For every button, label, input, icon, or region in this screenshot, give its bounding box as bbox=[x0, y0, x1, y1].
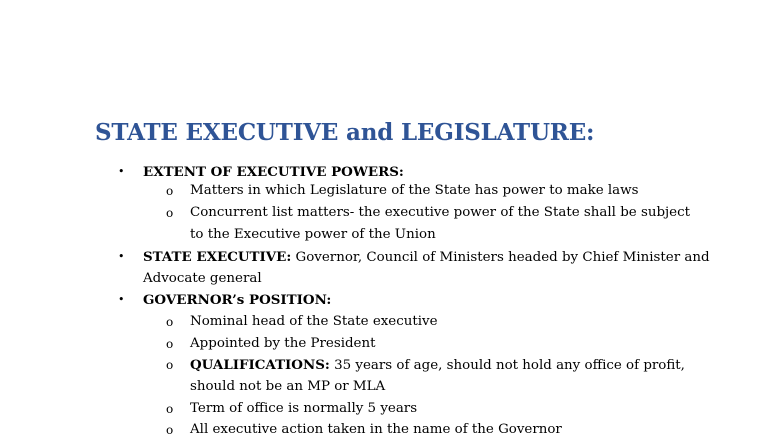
list-item: Matters in which Legislature of the State has power to make laws bbox=[190, 183, 639, 198]
list-item: Concurrent list matters- the executive power of the State shall be subject bbox=[190, 205, 690, 220]
list-item: Appointed by the President bbox=[190, 336, 376, 351]
section-heading-governor-position: GOVERNOR’s POSITION: bbox=[143, 292, 332, 308]
list-item-continuation: to the Executive power of the Union bbox=[190, 227, 436, 242]
section-state-executive bbox=[143, 248, 710, 267]
section-continuation: Advocate general bbox=[143, 271, 262, 286]
bullet-icon: • bbox=[118, 293, 125, 306]
qualifications-text: 35 years of age, should not hold any office of profit, bbox=[329, 358, 685, 373]
page-title: STATE EXECUTIVE and LEGISLATURE: bbox=[95, 119, 595, 146]
section-heading-state-executive: STATE EXECUTIVE: bbox=[143, 249, 292, 265]
sub-bullet-icon: o bbox=[166, 358, 174, 372]
sub-bullet-icon: o bbox=[166, 315, 174, 329]
sub-bullet-icon: o bbox=[166, 402, 174, 416]
section-text: Governor, Council of Ministers headed by Chief Minister and bbox=[291, 250, 710, 265]
list-item: Nominal head of the State executive bbox=[190, 314, 438, 329]
list-item-qualifications bbox=[190, 356, 685, 375]
qualifications-label: QUALIFICATIONS: bbox=[190, 357, 330, 373]
list-item: All executive action taken in the name of the Governor bbox=[190, 422, 562, 437]
sub-bullet-icon: o bbox=[166, 206, 174, 220]
sub-bullet-icon: o bbox=[166, 423, 174, 437]
list-item: Term of office is normally 5 years bbox=[190, 401, 418, 416]
section-heading-executive-powers: EXTENT OF EXECUTIVE POWERS: bbox=[143, 164, 404, 180]
list-item-continuation: should not be an MP or MLA bbox=[190, 379, 386, 394]
sub-bullet-icon: o bbox=[166, 184, 174, 198]
sub-bullet-icon: o bbox=[166, 337, 174, 351]
bullet-icon: • bbox=[118, 165, 125, 178]
bullet-icon: • bbox=[118, 250, 125, 263]
